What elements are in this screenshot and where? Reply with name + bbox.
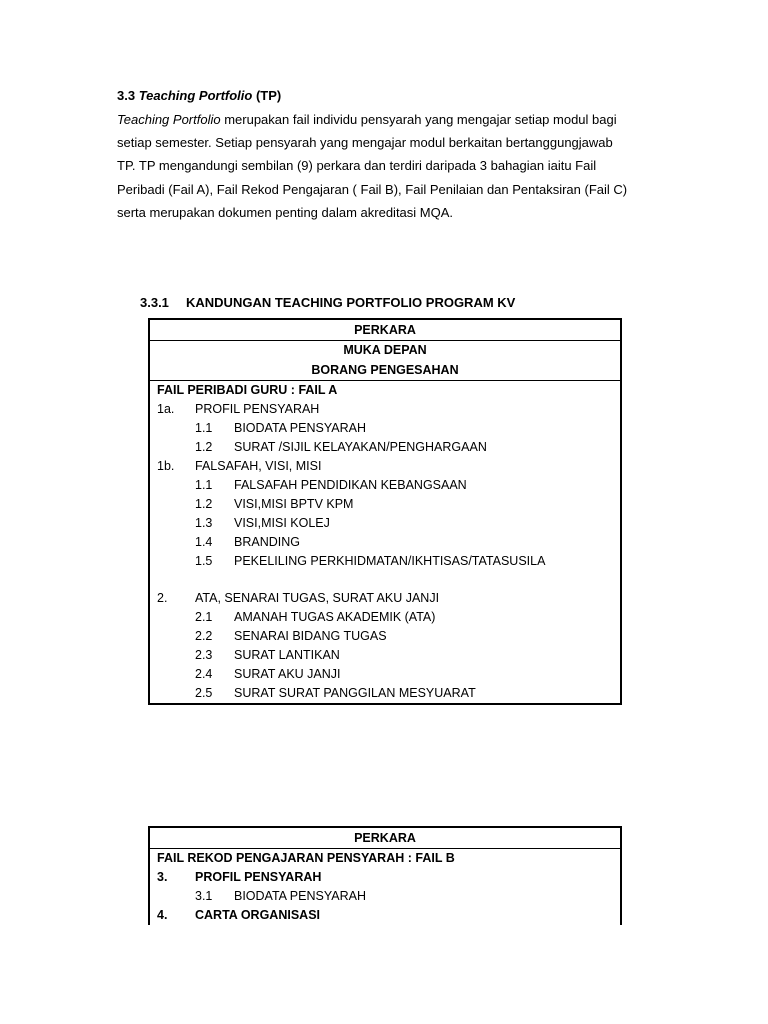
list-item-label: SURAT LANTIKAN bbox=[234, 648, 340, 662]
list-item-number: 4. bbox=[157, 908, 168, 922]
list-item bbox=[157, 419, 613, 438]
list-item-number: 1.1 bbox=[195, 421, 213, 435]
list-item-label: FALSAFAH PENDIDIKAN KEBANGSAAN bbox=[234, 478, 467, 492]
list-item-number: 1.2 bbox=[195, 497, 213, 511]
list-item-label: PROFIL PENSYARAH bbox=[195, 870, 322, 884]
section-title-suffix: (TP) bbox=[255, 88, 282, 103]
list-item-number: 2. bbox=[157, 591, 168, 605]
contents-table-fail-b bbox=[148, 826, 622, 925]
list-item-label: BIODATA PENSYARAH bbox=[234, 421, 366, 435]
table-header-row bbox=[149, 827, 621, 849]
list-item-number: 2.3 bbox=[195, 648, 213, 662]
intro-line-1-italic: Teaching Portfolio bbox=[117, 112, 221, 127]
list-item-number: 2.5 bbox=[195, 686, 213, 700]
list-item-label: SURAT AKU JANJI bbox=[234, 667, 341, 681]
list-item bbox=[157, 887, 613, 906]
intro-line-1 bbox=[117, 108, 677, 131]
list-item-label: CARTA ORGANISASI bbox=[195, 908, 320, 922]
list-item-number: 2.2 bbox=[195, 629, 213, 643]
list-item-label: PROFIL PENSYARAH bbox=[195, 402, 320, 416]
list-item bbox=[157, 514, 613, 533]
subsection-number: 3.3.1 bbox=[140, 295, 169, 310]
list-item-label: BRANDING bbox=[234, 535, 300, 549]
list-item bbox=[157, 849, 613, 868]
spacer bbox=[157, 571, 613, 589]
list-item bbox=[157, 646, 613, 665]
list-item bbox=[157, 627, 613, 646]
list-item bbox=[157, 589, 613, 608]
intro-line-2: setiap semester. Setiap pensyarah yang mengajar modul berkaitan bertanggungjawab bbox=[117, 135, 613, 151]
list-item bbox=[157, 400, 613, 419]
cover-borang-pengesahan: BORANG PENGESAHAN bbox=[311, 362, 459, 377]
cover-muka-depan: MUKA DEPAN bbox=[343, 343, 427, 357]
list-item bbox=[157, 684, 613, 703]
contents-table-fail-a bbox=[148, 318, 622, 705]
list-item-label: SENARAI BIDANG TUGAS bbox=[234, 629, 387, 643]
list-item bbox=[157, 608, 613, 627]
list-item bbox=[157, 476, 613, 495]
list-item bbox=[157, 495, 613, 514]
list-item-number: 1.2 bbox=[195, 440, 213, 454]
list-item-label: ATA, SENARAI TUGAS, SURAT AKU JANJI bbox=[195, 591, 440, 605]
list-item-label: SURAT SURAT PANGGILAN MESYUARAT bbox=[234, 686, 476, 700]
list-item-number: 1.5 bbox=[195, 554, 213, 568]
list-item-label: SURAT /SIJIL KELAYAKAN/PENGHARGAAN bbox=[234, 440, 487, 454]
intro-line-4: Peribadi (Fail A), Fail Rekod Pengajaran ( Fail B), Fail Penilaian dan Pentaksiran (Fail C) bbox=[117, 181, 628, 197]
table-header-row bbox=[149, 319, 621, 341]
list-item-title: FAIL PERIBADI GURU : FAIL A bbox=[157, 383, 338, 397]
list-item bbox=[157, 533, 613, 552]
list-item-number: 3.1 bbox=[195, 889, 213, 903]
list-item-number: 3. bbox=[157, 870, 168, 884]
list-item-label: VISI,MISI BPTV KPM bbox=[234, 497, 354, 511]
table-header-perkara: PERKARA bbox=[149, 827, 621, 849]
list-item-number: 1.3 bbox=[195, 516, 213, 530]
list-item-number: 2.1 bbox=[195, 610, 213, 624]
list-item-label: BIODATA PENSYARAH bbox=[234, 889, 366, 903]
subsection-title: KANDUNGAN TEACHING PORTFOLIO PROGRAM KV bbox=[186, 295, 516, 310]
intro-line-3: TP. TP mengandungi sembilan (9) perkara dan terdiri daripada 3 bahagian iaitu Fail bbox=[117, 158, 597, 174]
table-content-row bbox=[149, 381, 621, 705]
list-item bbox=[157, 665, 613, 684]
list-item-number: 1a. bbox=[157, 402, 175, 416]
cover-row bbox=[149, 341, 621, 381]
table-header-perkara: PERKARA bbox=[149, 319, 621, 341]
intro-paragraph bbox=[117, 108, 677, 224]
list-item-title: FAIL REKOD PENGAJARAN PENSYARAH : FAIL B bbox=[157, 851, 455, 865]
list-item-number: 1.1 bbox=[195, 478, 213, 492]
subsection-heading bbox=[140, 295, 515, 310]
list-item-label: VISI,MISI KOLEJ bbox=[234, 516, 330, 530]
intro-line-1-rest: merupakan fail individu pensyarah yang mengajar setiap modul bagi bbox=[220, 112, 617, 127]
list-item bbox=[157, 552, 613, 571]
list-item bbox=[157, 868, 613, 887]
list-item-number: 1.4 bbox=[195, 535, 213, 549]
list-item-number: 1b. bbox=[157, 459, 175, 473]
list-item-number: 2.4 bbox=[195, 667, 213, 681]
list-item bbox=[157, 906, 613, 925]
section-number: 3.3 bbox=[117, 88, 136, 103]
table-content-row bbox=[149, 849, 621, 926]
intro-line-5: serta merupakan dokumen penting dalam akreditasi MQA. bbox=[117, 204, 454, 220]
list-item bbox=[157, 381, 613, 400]
list-item-label: AMANAH TUGAS AKADEMIK (ATA) bbox=[234, 610, 436, 624]
section-heading bbox=[117, 88, 281, 103]
list-item-label: FALSAFAH, VISI, MISI bbox=[195, 459, 322, 473]
list-item bbox=[157, 457, 613, 476]
list-item-label: PEKELILING PERKHIDMATAN/IKHTISAS/TATASUSILA bbox=[234, 554, 546, 568]
section-title-italic: Teaching Portfolio bbox=[138, 88, 253, 103]
list-item bbox=[157, 438, 613, 457]
